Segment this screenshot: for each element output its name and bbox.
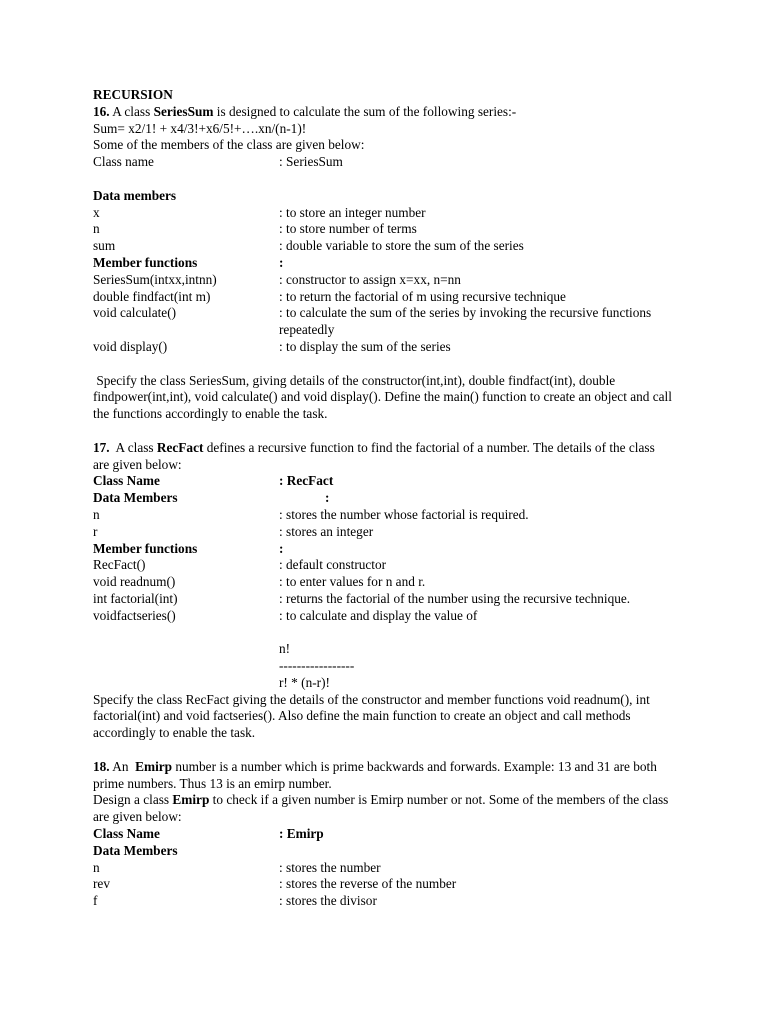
q17-data-member-row (93, 507, 673, 524)
q17-intro-a: A class (109, 439, 157, 455)
q17-member-function-desc: : to calculate and display the value of (279, 607, 478, 623)
q16-data-member-row (93, 221, 673, 238)
q18-intro-a: An (109, 758, 136, 774)
q16-intro-b: is designed to calculate the sum of the following series:- (213, 103, 517, 119)
q18-data-member-row (93, 860, 673, 877)
q17-intro (93, 440, 673, 474)
q16-class-name-inline: SeriesSum (153, 103, 214, 119)
q16-intro (93, 104, 673, 121)
q16-member-function-name: void display() (93, 338, 168, 354)
q17-class-name-value: : RecFact (279, 473, 334, 489)
q17-fraction-denominator-row (93, 675, 673, 692)
q18-data-member-desc: : stores the divisor (279, 893, 377, 909)
q17-member-function-row (93, 557, 673, 574)
q16-data-member-name: x (93, 204, 100, 220)
q18-data-member-row (93, 893, 673, 910)
q17-member-function-desc: : default constructor (279, 557, 387, 573)
q16-data-member-desc: : double variable to store the sum of the series (279, 238, 524, 254)
q17-member-function-row (93, 591, 673, 608)
q16-member-function-name: double findfact(int m) (93, 288, 211, 304)
q16-data-member-row (93, 238, 673, 255)
q16-member-function-name: SeriesSum(intxx,intnn) (93, 271, 217, 287)
q16-task: Specify the class SeriesSum, giving details of the constructor(int,int), double findfact(int), double findpower(int,int), void calculate() and void display(). Define the main() function to create an object and call the functions accordingly to enable the task. (93, 372, 676, 422)
q17-fraction-bar-row (93, 658, 673, 675)
q18-data-member-name: rev (93, 876, 110, 892)
q16-data-member-name: n (93, 221, 100, 237)
q16-class-name-value: : SeriesSum (279, 154, 343, 170)
q18-emirp-inline: Emirp (135, 758, 173, 774)
q17-number: 17. (93, 439, 110, 455)
q16-member-functions-heading-row (93, 255, 673, 272)
q16-data-member-name: sum (93, 238, 116, 254)
q16-member-function-desc: : constructor to assign x=xx, n=nn (279, 271, 461, 287)
q17-fraction-numerator-row (93, 641, 673, 658)
q18-number: 18. (93, 758, 110, 774)
q16-member-function-row (93, 339, 673, 356)
q17-member-functions-heading: Member functions (93, 540, 198, 556)
q17-class-name-row (93, 473, 673, 490)
q17-member-function-desc: : to enter values for n and r. (279, 574, 426, 590)
spacer (93, 625, 673, 642)
q17-data-members-heading-row (93, 490, 673, 507)
spacer (93, 171, 673, 188)
q18-design-a: Design a class (93, 792, 173, 808)
q18-data-member-name: n (93, 859, 100, 875)
spacer (93, 356, 673, 373)
q17-member-function-name: RecFact() (93, 557, 146, 573)
q17-data-member-name: r (93, 523, 98, 539)
q17-member-functions-colon: : (279, 540, 284, 556)
q17-member-function-desc: : returns the factorial of the number using the recursive technique. (279, 590, 631, 606)
q16-member-functions-colon: : (279, 254, 284, 270)
q17-fraction-denominator: r! * (n-r)! (279, 674, 330, 690)
q16-member-function-name: void calculate() (93, 305, 177, 321)
q18-intro-b: number is a number which is prime backwards and forwards. Example: 13 and 31 are both prime numbers. Thus 13 is an emirp number. (93, 758, 661, 791)
q17-data-member-name: n (93, 506, 100, 522)
q16-class-name-label: Class name (93, 154, 154, 170)
q16-data-member-desc: : to store number of terms (279, 221, 417, 237)
q16-member-function-desc: : to display the sum of the series (279, 338, 451, 354)
q17-member-function-name: voidfactseries() (93, 607, 176, 623)
q17-data-member-row (93, 524, 673, 541)
q18-data-member-desc: : stores the reverse of the number (279, 876, 457, 892)
q16-members-intro: Some of the members of the class are given below: (93, 137, 365, 153)
spacer (93, 423, 673, 440)
q16-number: 16. (93, 103, 110, 119)
q16-member-function-desc: : to calculate the sum of the series by invoking the recursive functions repeatedly (279, 305, 652, 338)
q18-class-name-label: Class Name (93, 826, 160, 842)
q16-member-functions-heading: Member functions (93, 254, 198, 270)
q18-class-name-row (93, 826, 673, 843)
q16-member-function-row (93, 289, 673, 306)
section-heading: RECURSION (93, 87, 173, 102)
q18-design-b: to check if a given number is Emirp number or not. Some of the members of the class are given below: (93, 792, 669, 825)
q16-formula: Sum= x2/1! + x4/3!+x6/5!+….xn/(n-1)! (93, 120, 307, 136)
q17-fraction-numerator: n! (279, 641, 291, 657)
q17-data-members-colon: : (325, 490, 330, 506)
q17-intro-b: defines a recursive function to find the factorial of a number. The details of the class are given below: (93, 439, 659, 472)
q17-task: Specify the class RecFact giving the details of the constructor and member functions void readnum(), int factorial(int) and void factseries(). Also define the main function to create an object and call methods accordingly to enable the task. (93, 691, 650, 741)
q17-member-functions-heading-row (93, 541, 673, 558)
q17-class-name-inline: RecFact (156, 439, 204, 455)
q17-data-member-desc: : stores an integer (279, 523, 374, 539)
q17-member-function-name: void readnum() (93, 574, 176, 590)
q16-intro-a: A class (109, 103, 154, 119)
q18-design-class-inline: Emirp (172, 792, 210, 808)
q17-fraction-bar: ----------------- (279, 658, 355, 674)
q16-data-member-desc: : to store an integer number (279, 204, 426, 220)
q17-member-function-row (93, 574, 673, 591)
q17-data-members-heading: Data Members (93, 490, 178, 506)
q16-member-function-row (93, 272, 673, 289)
q18-intro (93, 759, 673, 793)
q18-data-member-desc: : stores the number (279, 859, 381, 875)
q16-class-name-row (93, 154, 673, 171)
document-content (93, 87, 676, 910)
q16-member-function-row (93, 305, 673, 339)
q18-class-name-value: : Emirp (279, 826, 324, 842)
q18-data-member-row (93, 876, 673, 893)
q16-data-members-heading: Data members (93, 187, 177, 203)
q16-member-function-desc: : to return the factorial of m using recursive technique (279, 288, 566, 304)
q17-member-function-name: int factorial(int) (93, 590, 178, 606)
q18-data-members-heading: Data Members (93, 842, 178, 858)
q16-data-member-row (93, 205, 673, 222)
spacer (93, 742, 673, 759)
q18-data-member-name: f (93, 893, 98, 909)
q18-design (93, 792, 673, 826)
q17-member-function-row (93, 608, 673, 625)
q17-data-member-desc: : stores the number whose factorial is required. (279, 506, 529, 522)
q17-class-name-label: Class Name (93, 473, 160, 489)
